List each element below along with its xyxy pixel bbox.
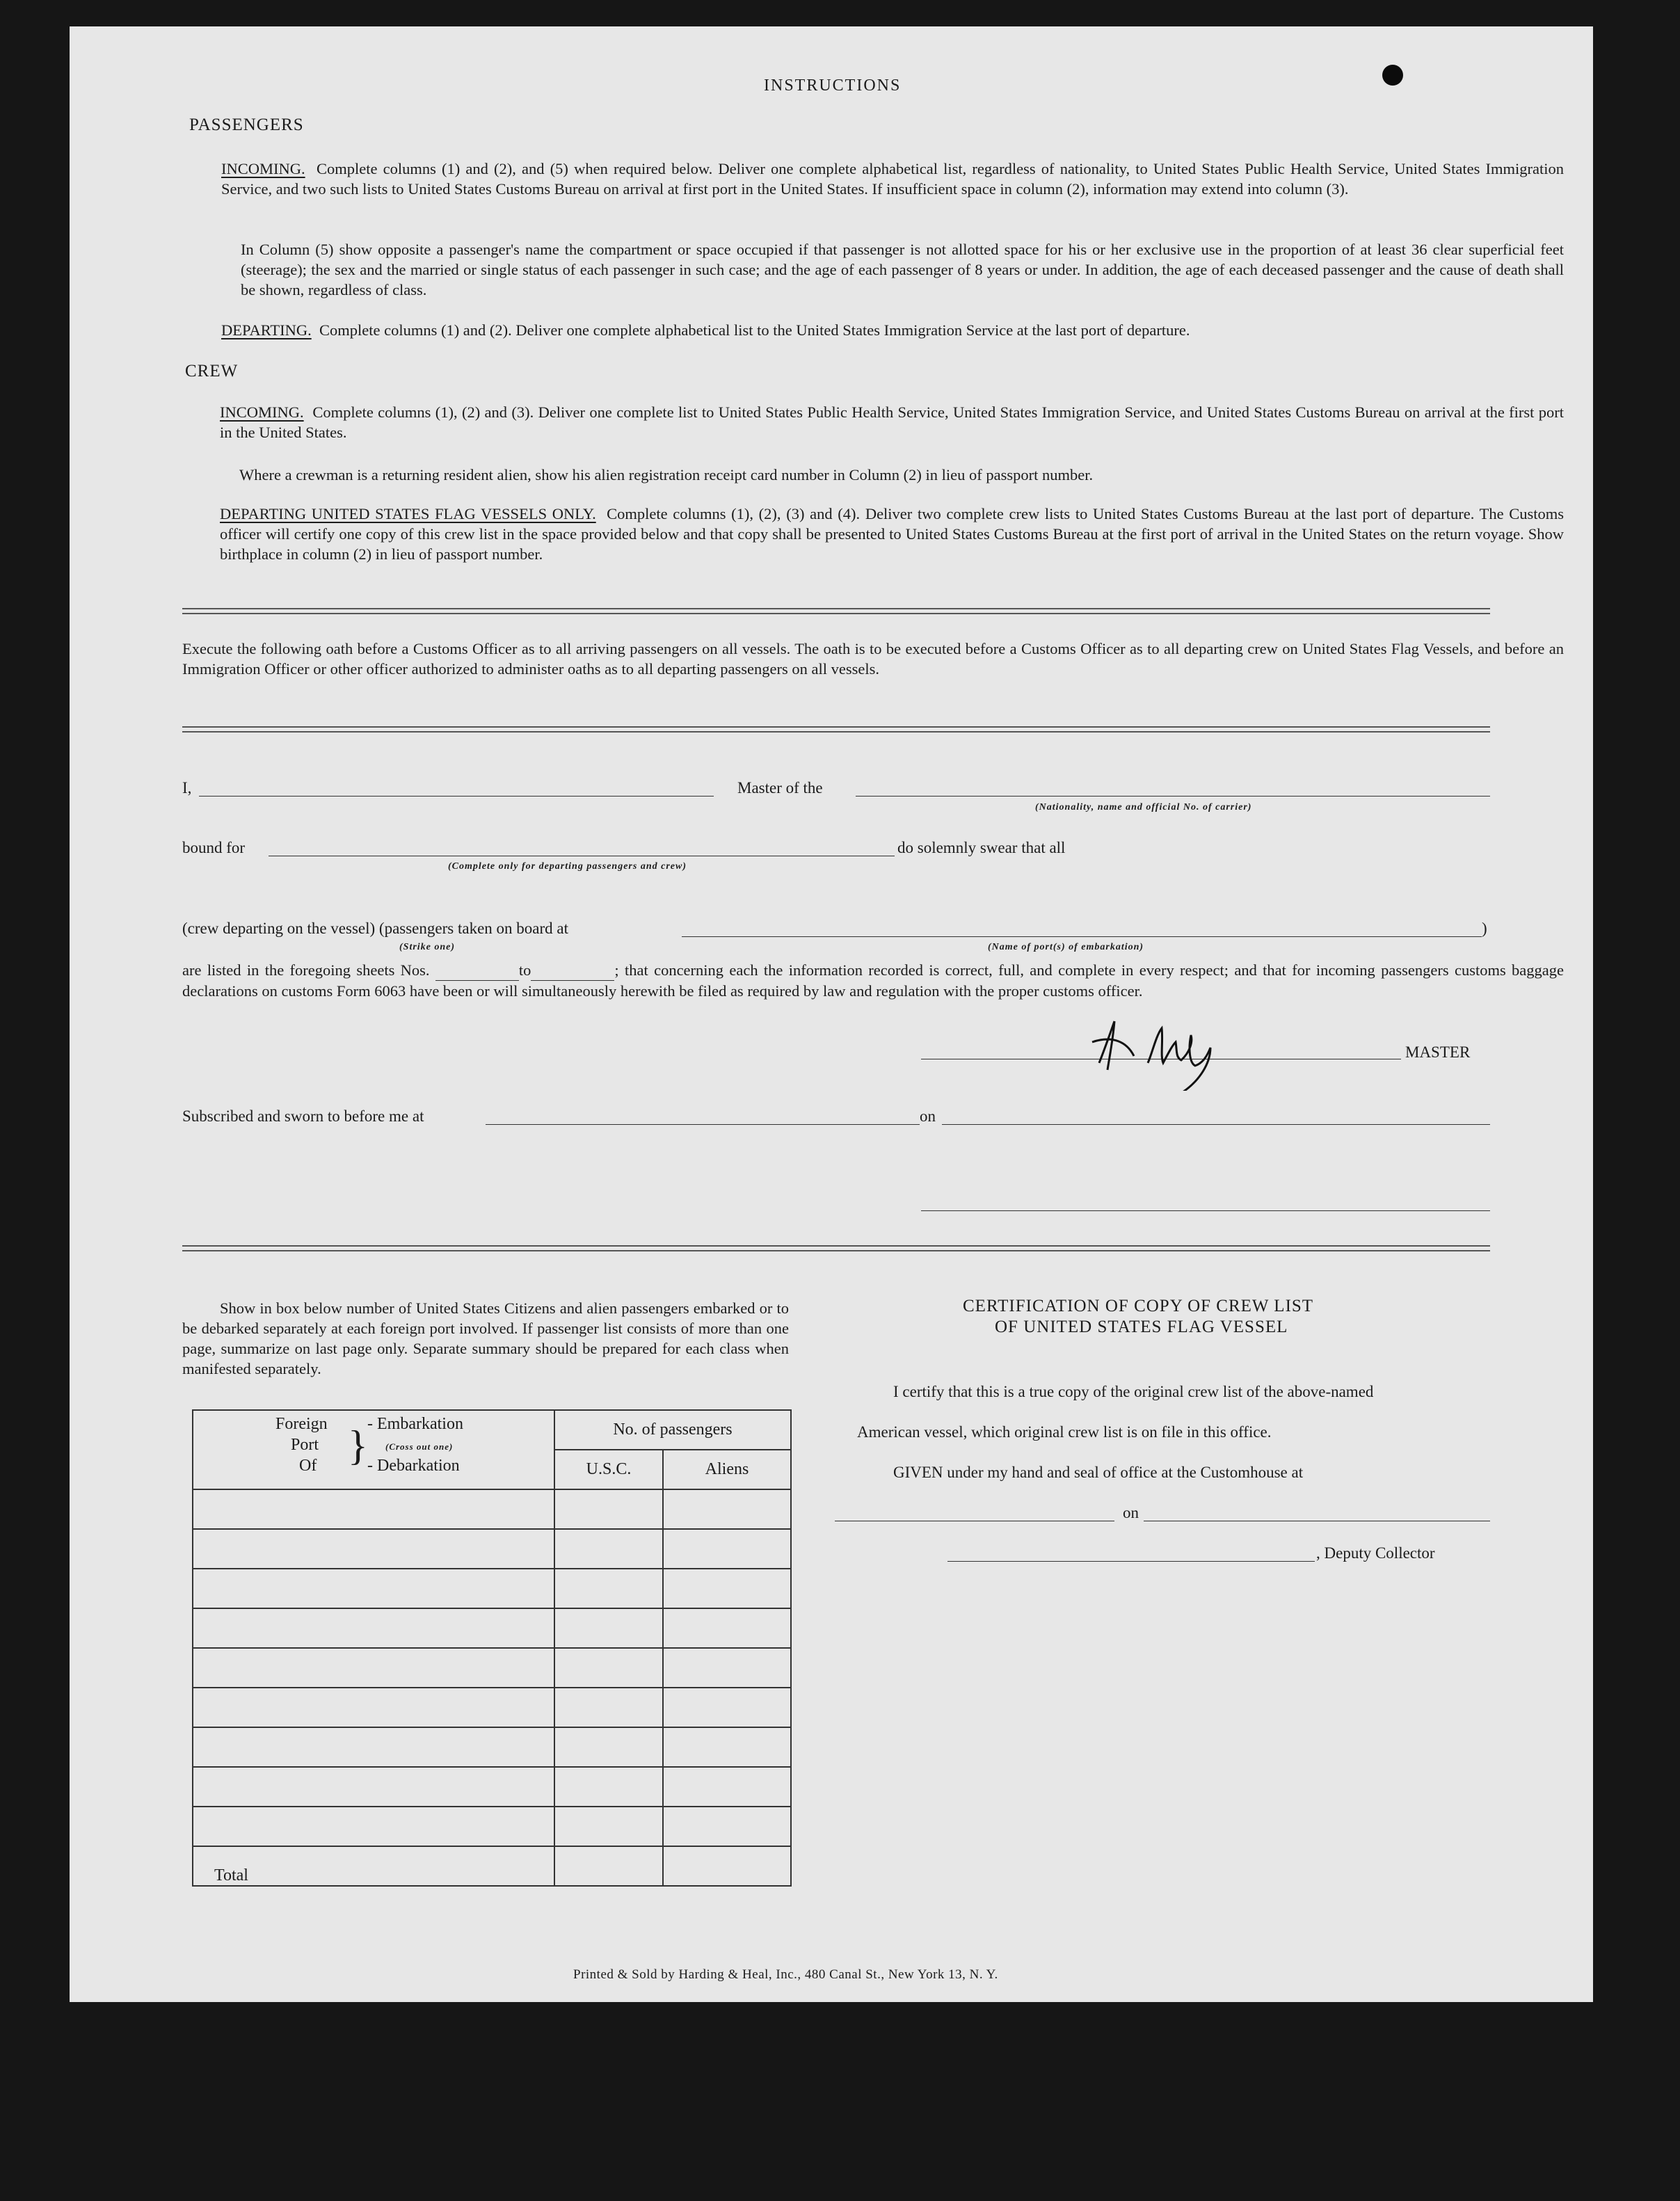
passengers-heading: PASSENGERS xyxy=(189,115,304,134)
punch-hole xyxy=(1382,65,1403,86)
usc-cell[interactable] xyxy=(554,1688,663,1727)
certification-line2: American vessel, which original crew list is on file in this office. xyxy=(857,1423,1272,1441)
crew-departing-label: (crew departing on the vessel) (passengers taken on board at xyxy=(182,920,568,937)
master-name-line[interactable] xyxy=(199,796,714,797)
usc-cell[interactable] xyxy=(554,1489,663,1529)
certification-line3: GIVEN under my hand and seal of office at the Customhouse at xyxy=(893,1464,1304,1481)
table-row xyxy=(193,1688,791,1727)
table-row xyxy=(193,1767,791,1807)
debarkation-label: - Debarkation xyxy=(367,1457,460,1475)
ports-caption: (Name of port(s) of embarkation) xyxy=(988,942,1144,952)
master-label: MASTER xyxy=(1405,1043,1471,1061)
table-row xyxy=(193,1529,791,1569)
embarkation-label: - Embarkation xyxy=(367,1415,463,1433)
certification-on-label: on xyxy=(1123,1504,1139,1521)
aliens-cell[interactable] xyxy=(663,1767,791,1807)
usc-cell[interactable] xyxy=(554,1807,663,1846)
swear-label: do solemnly swear that all xyxy=(897,839,1066,856)
aliens-header: Aliens xyxy=(663,1450,791,1489)
aliens-cell[interactable] xyxy=(663,1608,791,1648)
officer-signature-line[interactable] xyxy=(921,1210,1490,1211)
subscribed-label: Subscribed and sworn to before me at xyxy=(182,1107,424,1125)
usc-cell[interactable] xyxy=(554,1608,663,1648)
embarkation-ports-line[interactable] xyxy=(682,936,1482,937)
aliens-cell[interactable] xyxy=(663,1688,791,1727)
divider xyxy=(182,1250,1490,1251)
oath-i-label: I, xyxy=(182,779,192,797)
sheets-prefix: are listed in the foregoing sheets Nos. xyxy=(182,961,430,979)
deputy-collector-line[interactable] xyxy=(947,1561,1315,1562)
aliens-cell[interactable] xyxy=(663,1648,791,1688)
crew-incoming-paragraph xyxy=(220,402,1564,442)
sheets-paragraph xyxy=(182,960,1564,1001)
to-label: to xyxy=(518,961,531,979)
table-row xyxy=(193,1648,791,1688)
port-cell[interactable] xyxy=(193,1608,554,1648)
nationality-caption: (Nationality, name and official No. of carrier) xyxy=(1035,802,1252,813)
certification-title-line1: CERTIFICATION OF COPY OF CREW LIST xyxy=(963,1297,1314,1315)
crew-departing-text: Complete columns (1), (2), (3) and (4). Deliver two complete crew lists to United States Customs Bureau at the last port of departure. The Customs officer will certify one copy of this crew list in the space provided below and that copy shall be presented to United States Customs Bureau at the first port of arrival in the United States on the return voyage. Show birthplace in column (2) in lieu of passport number. xyxy=(220,505,1565,563)
cross-out-caption: (Cross out one) xyxy=(385,1441,454,1452)
divider xyxy=(182,1245,1490,1247)
usc-cell[interactable] xyxy=(554,1727,663,1767)
port-label: Port xyxy=(291,1436,319,1454)
master-signature xyxy=(1071,1014,1252,1091)
passengers-departing-label: DEPARTING. xyxy=(221,321,312,339)
divider xyxy=(182,608,1490,609)
total-row xyxy=(193,1846,791,1886)
divider xyxy=(182,731,1490,733)
page-title: INSTRUCTIONS xyxy=(764,77,902,95)
total-usc-cell[interactable] xyxy=(554,1846,663,1886)
table-row xyxy=(193,1727,791,1767)
of-label: Of xyxy=(299,1457,317,1475)
total-aliens-cell[interactable] xyxy=(663,1846,791,1886)
aliens-cell[interactable] xyxy=(663,1807,791,1846)
passengers-incoming-label: INCOMING. xyxy=(221,160,305,177)
certification-line1: I certify that this is a true copy of the original crew list of the above-named xyxy=(893,1383,1374,1400)
no-of-passengers-header: No. of passengers xyxy=(554,1410,791,1450)
port-cell[interactable] xyxy=(193,1767,554,1807)
passenger-summary-table xyxy=(192,1409,792,1887)
port-cell[interactable] xyxy=(193,1727,554,1767)
foreign-label: Foreign xyxy=(275,1415,328,1433)
deputy-collector-label: , Deputy Collector xyxy=(1316,1544,1435,1562)
divider xyxy=(182,726,1490,728)
port-cell[interactable] xyxy=(193,1688,554,1727)
usc-cell[interactable] xyxy=(554,1569,663,1608)
table-row xyxy=(193,1608,791,1648)
passengers-incoming-paragraph xyxy=(221,159,1564,199)
usc-header: U.S.C. xyxy=(554,1450,663,1489)
port-cell[interactable] xyxy=(193,1529,554,1569)
usc-cell[interactable] xyxy=(554,1767,663,1807)
bound-for-label: bound for xyxy=(182,839,246,856)
strike-one-caption: (Strike one) xyxy=(399,942,456,952)
port-cell[interactable] xyxy=(193,1489,554,1529)
crew-resident-paragraph: Where a crewman is a returning resident alien, show his alien registration receipt card number in Column (2) in lieu of passport number. xyxy=(239,466,1094,483)
oath-intro-paragraph: Execute the following oath before a Customs Officer as to all arriving passengers on all vessels. The oath is to be executed before a Customs Officer as to all departing crew on United States Flag Vessels, and before an Immigration Officer or other officer authorized to administer oaths as to all departing passengers on all vessels. xyxy=(182,640,1564,678)
port-cell[interactable] xyxy=(193,1569,554,1608)
crew-departing-label: DEPARTING UNITED STATES FLAG VESSELS ONLY. xyxy=(220,505,596,522)
carrier-name-line[interactable] xyxy=(856,796,1490,797)
brace: } xyxy=(348,1423,368,1468)
total-label: Total xyxy=(193,1846,554,1886)
sworn-place-line[interactable] xyxy=(486,1124,920,1125)
sheet-from-blank[interactable] xyxy=(435,960,519,981)
aliens-cell[interactable] xyxy=(663,1569,791,1608)
port-cell[interactable] xyxy=(193,1807,554,1846)
sheet-to-blank[interactable] xyxy=(531,960,614,981)
form-page xyxy=(70,26,1593,2002)
on-label: on xyxy=(920,1107,936,1125)
port-header-cell xyxy=(193,1410,554,1489)
crew-incoming-text: Complete columns (1), (2) and (3). Deliver one complete list to United States Public Health Service, United States Immigration Service, and United States Customs Bureau on arrival at the first port in the United States. xyxy=(220,403,1565,441)
table-row xyxy=(193,1569,791,1608)
sworn-date-line[interactable] xyxy=(942,1124,1490,1125)
crew-departing-paragraph xyxy=(220,504,1564,564)
crew-heading: CREW xyxy=(185,362,239,381)
table-row xyxy=(193,1489,791,1529)
aliens-cell[interactable] xyxy=(663,1727,791,1767)
summary-paragraph: Show in box below number of United States Citizens and alien passengers embarked or to be debarked separately at each foreign port involved. If passenger list consists of more than one page, summarize on last page only. Separate summary should be prepared for each class when manifested separately. xyxy=(182,1299,789,1377)
usc-cell[interactable] xyxy=(554,1648,663,1688)
passengers-column5-paragraph: In Column (5) show opposite a passenger's name the compartment or space occupied if that passenger is not allotted space for his or her exclusive use in the proportion of at least 36 clear superficial feet (steerage); the sex and the married or single status of each passenger in such case; and the age of each passenger of 8 years or under. In addition, the age of each deceased passenger and the cause of death shall be shown, regardless of class. xyxy=(241,241,1564,298)
crew-incoming-label: INCOMING. xyxy=(220,403,304,421)
printer-footer: Printed & Sold by Harding & Heal, Inc., 480 Canal St., New York 13, N. Y. xyxy=(573,1967,998,1982)
sheets-text: ; that concerning each the information recorded is correct, full, and complete in every respect; and that for incoming passengers customs baggage declarations on customs Form 6063 have been or will simultaneously herewith be filed as required by law and regulation with the proper customs officer. xyxy=(182,961,1564,1000)
passengers-incoming-text: Complete columns (1) and (2), and (5) when required below. Deliver one complete alphabetical list, regardless of nationality, to United States Public Health Service, United States Immigration Service, and two such lists to United States Customs Bureau on arrival at first port in the United States. If insufficient space in column (2), information may extend into column (3). xyxy=(221,160,1565,198)
aliens-cell[interactable] xyxy=(663,1529,791,1569)
port-cell[interactable] xyxy=(193,1648,554,1688)
aliens-cell[interactable] xyxy=(663,1489,791,1529)
master-of-label: Master of the xyxy=(737,779,823,797)
close-paren: ) xyxy=(1482,920,1487,937)
certification-title-line2: OF UNITED STATES FLAG VESSEL xyxy=(995,1318,1288,1336)
divider xyxy=(182,613,1490,614)
table-row xyxy=(193,1807,791,1846)
passengers-departing-paragraph xyxy=(221,320,1564,340)
usc-cell[interactable] xyxy=(554,1529,663,1569)
passengers-departing-text: Complete columns (1) and (2). Deliver one complete alphabetical list to the United States Immigration Service at the last port of departure. xyxy=(319,321,1190,339)
complete-only-caption: (Complete only for departing passengers and crew) xyxy=(448,861,687,872)
